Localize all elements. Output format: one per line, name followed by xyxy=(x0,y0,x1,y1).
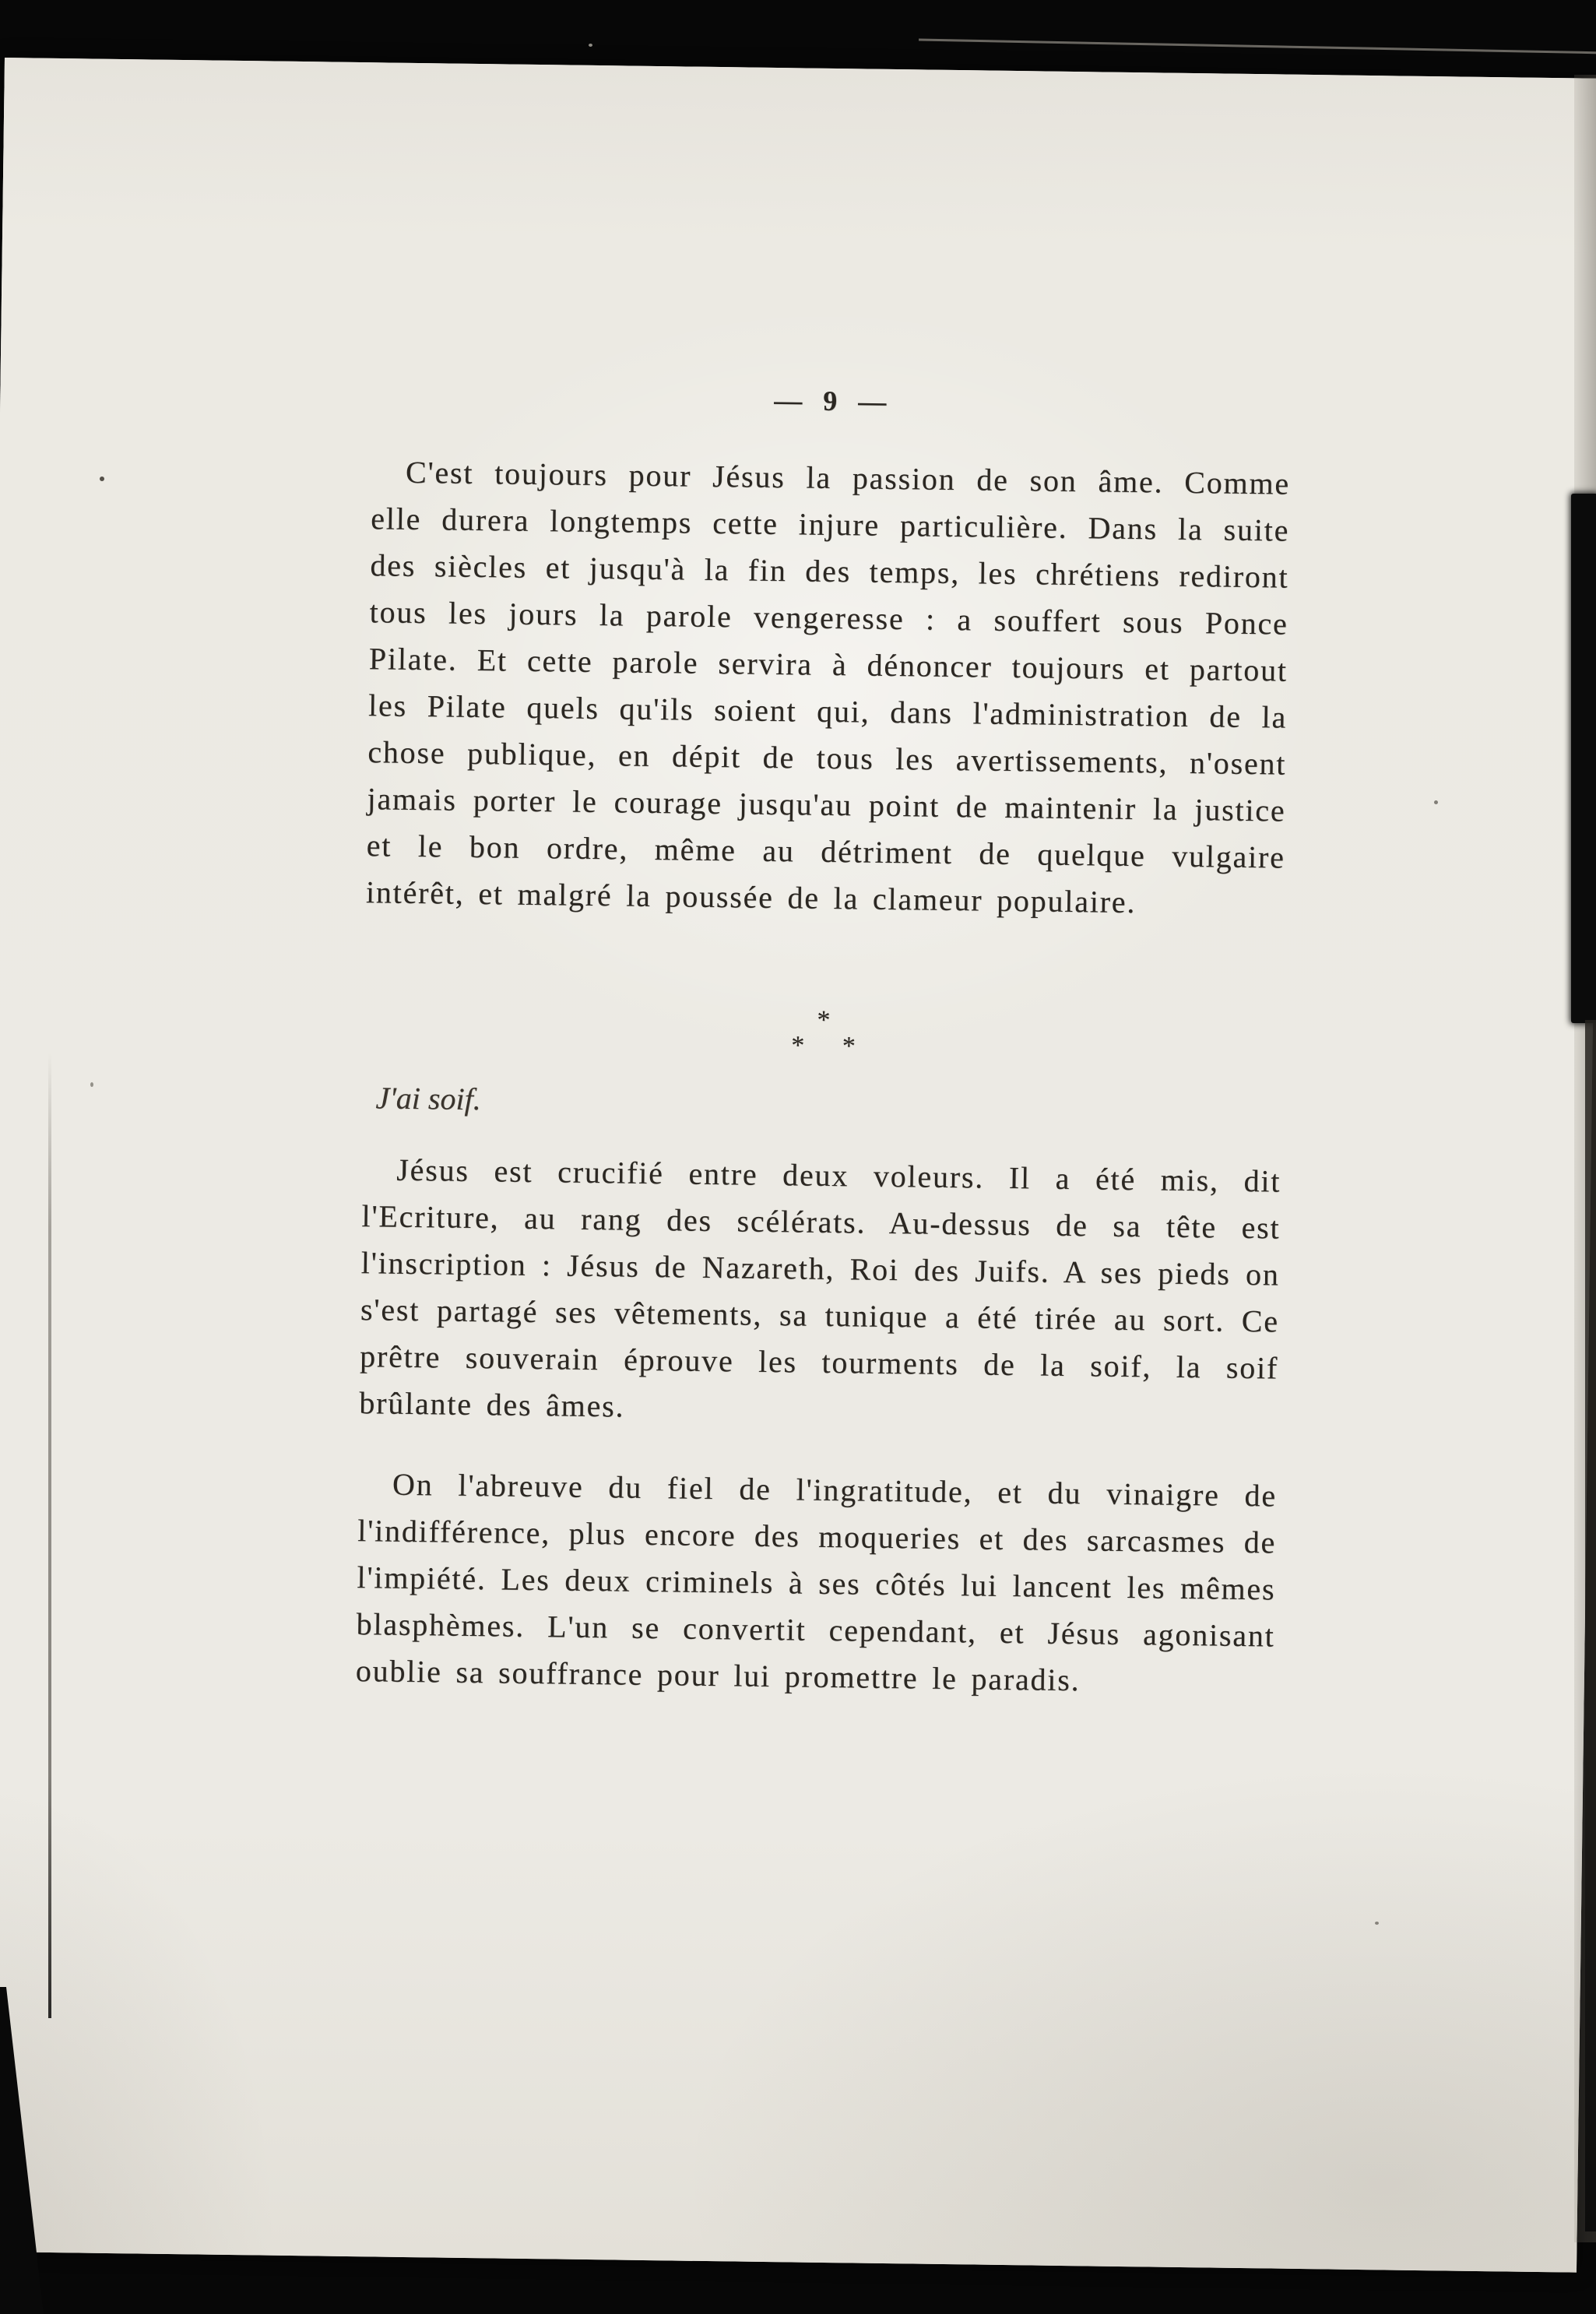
paragraph-abreuve: On l'abreuve du fiel de l'ingratitude, et du vinaigre de l'indifférence, plus encore des moqueries et des sarcasmes de l'impiété. Les deux criminels à ses côtés lui lancent les mêmes blasphèmes. L'un se convertit cependant, et Jésus agonisant oublie sa souffrance pour lui promettre le paradis. xyxy=(355,1466,1278,1698)
scan-speck-light xyxy=(589,44,592,47)
page-text-block xyxy=(356,378,1292,1706)
scan-artifact-right-black-bar xyxy=(1571,494,1596,1023)
book-page-paper xyxy=(0,58,1596,2273)
section-heading-jai-soif: J'ai soif. xyxy=(375,1080,482,1117)
asterisk-pair-bottom: * * xyxy=(790,1031,871,1061)
page-number: — 9 — xyxy=(774,384,890,417)
asterisk-top: * xyxy=(817,1005,831,1035)
scan-speck xyxy=(100,477,104,481)
scan-speck xyxy=(1375,1922,1379,1925)
scan-artifact-right-dark-line xyxy=(1585,1020,1596,2231)
section-separator xyxy=(364,1003,1283,1066)
scan-speck xyxy=(90,1082,93,1087)
scan-speck xyxy=(1434,800,1438,804)
paragraph-crucifixion: Jésus est crucifié entre deux voleurs. Il a été mis, dit l'Ecriture, au rang des scélérats. Au-dessus de sa tête est l'inscription : Jésus de Nazareth, Roi des Juifs. A ses pieds on s'est partagé ses vêtements, sa tunique a été tirée au sort. Ce prêtre souverain éprouve les tourments de la soif, la soif brûlante des âmes. xyxy=(359,1152,1281,1424)
scan-artifact-top-page-edge xyxy=(919,39,1596,55)
paragraph-ponce-pilate: C'est toujours pour Jésus la passion de son âme. Comme elle durera longtemps cette injure particulière. Dans la suite des siècles et jusqu'à la fin des temps, les chrétiens rediront tous les jours la parole vengeresse : a souffert sous Ponce Pilate. Et cette parole servira à dénoncer toujours et partout les Pilate quels qu'ils soient qui, dans l'administration de la chose publique, en dépit de tous les avertissements, n'osent jamais porter le courage jusqu'au point de maintenir la justice et le bon ordre, même au détriment de quelque vulgaire intérêt, et malgré la poussée de la clameur populaire. xyxy=(365,454,1291,920)
scan-artifact-left-gutter-line xyxy=(48,1053,51,2018)
